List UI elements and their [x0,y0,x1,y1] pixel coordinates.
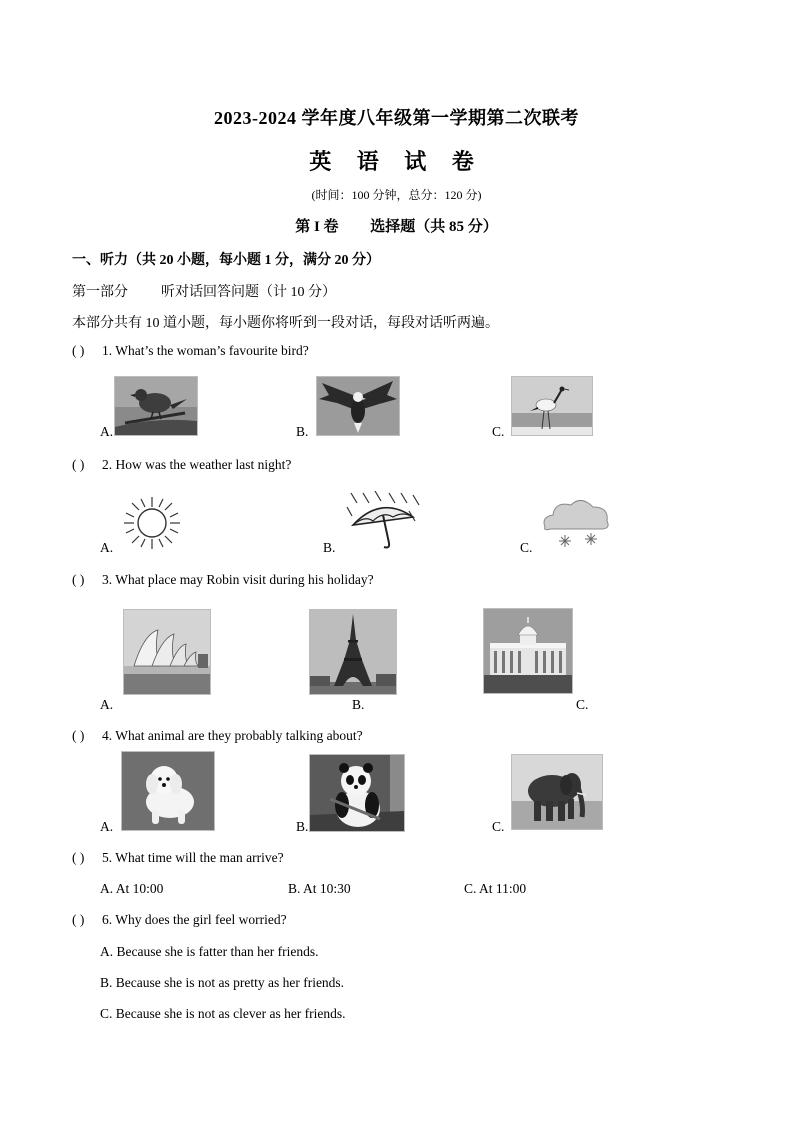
option-label: B. [352,697,365,712]
answer-blank[interactable]: ( ) [72,728,85,743]
exam-title: 2023-2024 学年度八年级第一学期第二次联考 [214,108,579,128]
option-label: B. [323,540,336,555]
option-label: C. [576,697,589,712]
section-heading: 一、听力（共 20 小题，每小题 1 分，满分 20 分） [72,253,380,268]
option-text: C. Because she is not as clever as her friends. [100,1006,346,1021]
elephant-image [511,754,603,830]
option-text: A. At 10:00 [100,881,164,896]
question-stem: 2. How was the weather last night? [102,457,292,472]
snow-cloud-image [536,494,614,552]
option-text: B. Because she is not as pretty as her friends. [100,975,345,990]
question-1 [72,343,309,359]
option-text: A. Because she is fatter than her friends. [100,944,319,959]
option-label: C. [520,540,533,555]
exam-info: (时间：100 分钟，总分：120 分) [311,188,482,202]
part-heading [72,281,336,301]
question-3 [72,572,374,588]
volume-label: 第 I 卷 [295,219,339,235]
option-label: A. [100,540,114,555]
exam-subject: 英 语 试 卷 [309,149,484,174]
volume-heading [0,215,793,236]
option-label: A. [100,697,114,712]
sydney-opera-house-image [123,609,211,695]
option-label: A. [100,819,114,834]
option-label: C. [492,424,505,439]
answer-blank[interactable]: ( ) [72,572,85,587]
question-stem: 5. What time will the man arrive? [102,850,284,865]
question-4 [72,728,363,744]
crane-image [511,376,593,436]
question-stem: 3. What place may Robin visit during his holiday? [102,572,374,587]
panda-image [309,754,405,832]
part-instruction: 本部分共有 10 道小题，每小题你将听到一段对话，每段对话听两遍。 [72,316,499,331]
puppy-image [121,751,215,831]
option-label: B. [296,424,309,439]
volume-title: 选择题（共 85 分） [370,219,498,235]
answer-blank[interactable]: ( ) [72,912,85,927]
option-label: A. [100,424,114,439]
rain-umbrella-image [342,490,424,552]
option-label: B. [296,819,309,834]
question-stem: 4. What animal are they probably talking about? [102,728,363,743]
eiffel-tower-image [309,609,397,695]
answer-blank[interactable]: ( ) [72,850,85,865]
part-title: 听对话回答问题（计 10 分） [161,285,336,300]
option-text: C. At 11:00 [464,881,527,896]
question-stem: 1. What’s the woman’s favourite bird? [102,343,309,358]
answer-blank[interactable]: ( ) [72,343,85,358]
option-text: B. At 10:30 [288,881,351,896]
eagle-image [316,376,400,436]
question-2 [72,457,291,473]
question-6 [72,912,287,928]
capitol-building-image [483,608,573,694]
part-label: 第一部分 [72,285,128,300]
option-label: C. [492,819,505,834]
answer-blank[interactable]: ( ) [72,457,85,472]
sun-image [118,494,186,552]
question-stem: 6. Why does the girl feel worried? [102,912,287,927]
question-5 [72,850,284,866]
sparrow-bird-image [114,376,198,436]
